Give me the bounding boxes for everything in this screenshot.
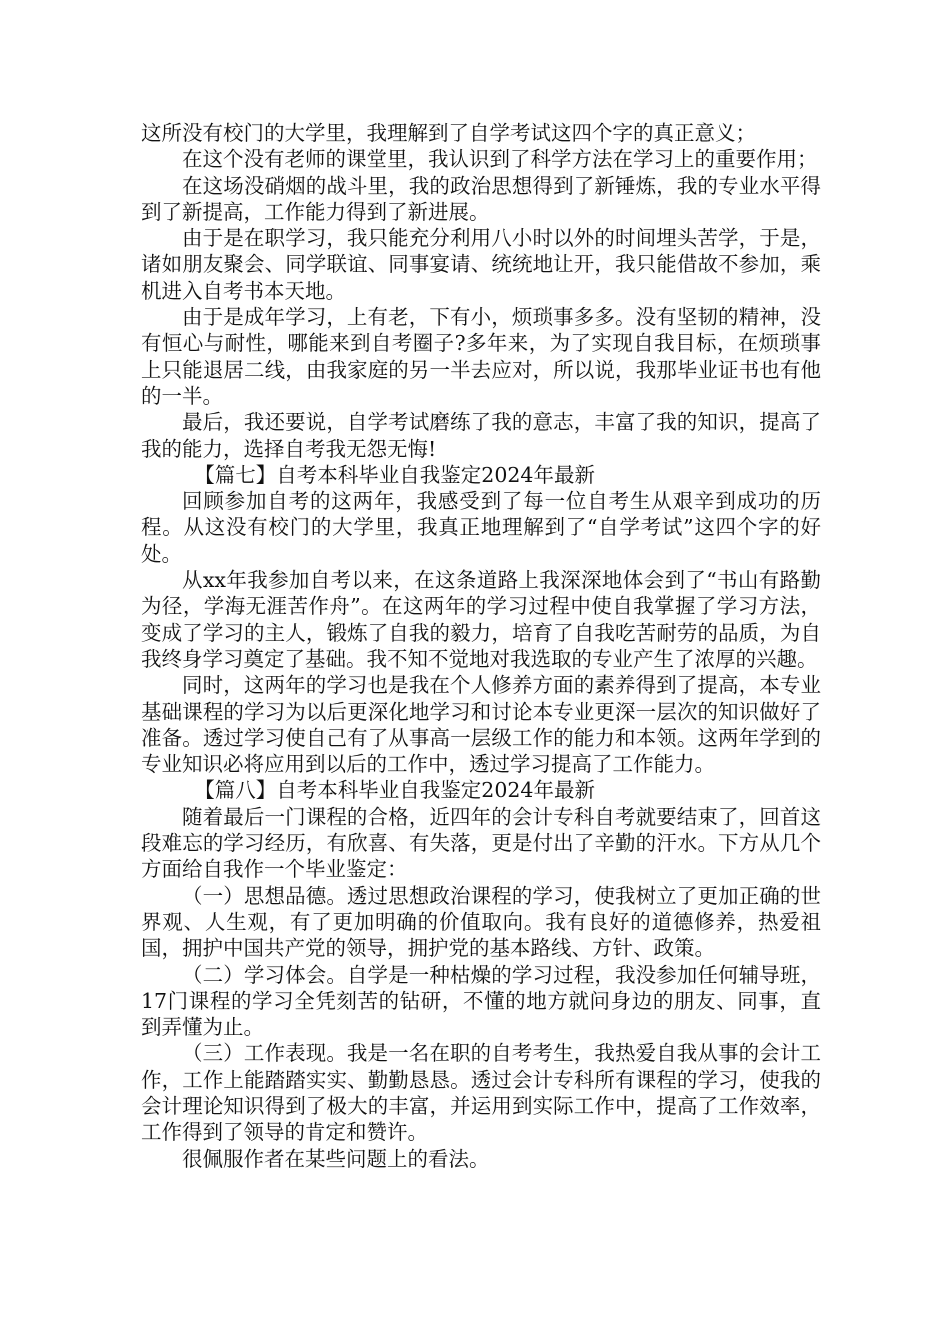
paragraph: 由于是成年学习，上有老，下有小，烦琐事多多。没有坚韧的精神，没有恒心与耐性，哪能来到自考圈子?多年来，为了实现自我目标，在烦琐事上只能退居二线，由我家庭的另一半去应对，所以说，我那毕业证书也有他的一半。 <box>141 305 821 408</box>
paragraph: 最后，我还要说，自学考试磨练了我的意志，丰富了我的知识，提高了我的能力，选择自考我无怨无悔! <box>141 410 821 461</box>
paragraph: 在这场没硝烟的战斗里，我的政治思想得到了新锤炼，我的专业水平得到了新提高，工作能力得到了新进展。 <box>141 173 821 224</box>
section-heading: 【篇八】自考本科毕业自我鉴定2024年最新 <box>194 778 595 803</box>
paragraph: 同时，这两年的学习也是我在个人修养方面的素养得到了提高，本专业基础课程的学习为以后更深化地学习和讨论本专业更深一层次的知识做好了准备。透过学习使自己有了从事高一层级工作的能力和本领。这两年学到的专业知识必将应用到以后的工作中，透过学习提高了工作能力。 <box>141 673 821 777</box>
paragraph: 回顾参加自考的这两年，我感受到了每一位自考生从艰辛到成功的历程。从这没有校门的大学里，我真正地理解到了“自学考试”这四个字的好处。 <box>141 489 821 566</box>
paragraph: 在这个没有老师的课堂里，我认识到了科学方法在学习上的重要作用； <box>182 147 818 172</box>
document-body <box>141 120 821 1172</box>
paragraph: （一）思想品德。透过思想政治课程的学习，使我树立了更加正确的世界观、人生观，有了更加明确的价值取向。我有良好的道德修养，热爱祖国，拥护中国共产党的领导，拥护党的基本路线、方针、政策。 <box>141 883 821 961</box>
paragraph: 这所没有校门的大学里，我理解到了自学考试这四个字的真正意义； <box>141 121 756 145</box>
paragraph: 从xx年我参加自考以来，在这条道路上我深深地体会到了“书山有路勤为径，学海无涯苦作舟”。在这两年的学习过程中使自我掌握了学习方法，变成了学习的主人，锻炼了自我的毅力，培育了自我吃苦耐劳的品质，为自我终身学习奠定了基础。我不知不觉地对我选取的专业产生了浓厚的兴趣。 <box>141 568 821 671</box>
section-heading: 【篇七】自考本科毕业自我鉴定2024年最新 <box>194 462 595 487</box>
paragraph: 很佩服作者在某些问题上的看法。 <box>182 1146 490 1171</box>
paragraph: 随着最后一门课程的合格，近四年的会计专科自考就要结束了，回首这段难忘的学习经历，有欣喜、有失落，更是付出了辛勤的汗水。下方从几个方面给自我作一个毕业鉴定： <box>141 804 821 882</box>
paragraph: （三）工作表现。我是一名在职的自考考生，我热爱自我从事的会计工作，工作上能踏踏实实、勤勤恳恳。透过会计专科所有课程的学习，使我的会计理论知识得到了极大的丰富，并运用到实际工作中，提高了工作效率，工作得到了领导的肯定和赞许。 <box>141 1041 821 1145</box>
paragraph: （二）学习体会。自学是一种枯燥的学习过程，我没参加任何辅导班，17门课程的学习全凭刻苦的钻研，不懂的地方就问身边的朋友、同事，直到弄懂为止。 <box>141 962 821 1040</box>
paragraph: 由于是在职学习，我只能充分利用八小时以外的时间埋头苦学，于是，诸如朋友聚会、同学联谊、同事宴请、统统地让开，我只能借故不参加，乘机进入自考书本天地。 <box>141 226 821 303</box>
